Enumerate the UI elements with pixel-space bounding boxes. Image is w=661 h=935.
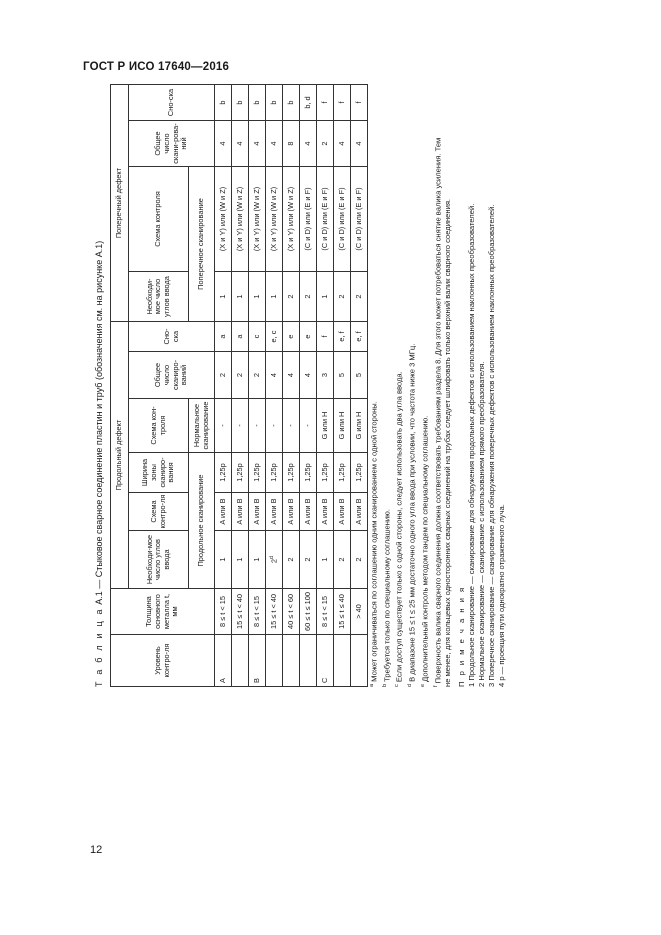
cell-probes-trans: 1 <box>232 272 249 322</box>
cell-footnote-trans: b <box>249 84 266 120</box>
table-row <box>249 84 266 686</box>
cell-scheme: A или B <box>334 493 351 531</box>
table-row <box>232 84 249 686</box>
cell-probes: 1 <box>317 531 334 589</box>
th-zone-width: Ширина зоны сканиро-вания <box>129 453 189 493</box>
rotated-table-area <box>94 85 530 687</box>
cell-scheme-trans: (C и D) или (E и F) <box>334 167 351 272</box>
cell-probes-trans: 1 <box>266 272 283 322</box>
cell-footnote: e <box>300 322 317 352</box>
cell-level: C <box>317 635 334 687</box>
cell-scheme-trans: (X и Y) или (W и Z) <box>232 167 249 272</box>
th-total-trans: Общее число скани-рова-ний <box>129 121 215 167</box>
cell-scheme: A или B <box>300 493 317 531</box>
note-4: 4 p — проекция пути однократно отраженного луча. <box>497 504 507 687</box>
data-table <box>110 84 368 687</box>
cell-footnote: e, f <box>351 322 368 352</box>
notes-title: П р и м е ч а н и я <box>456 585 466 687</box>
cell-probes: 2 <box>300 531 317 589</box>
table-row <box>283 84 300 686</box>
cell-total-trans: 8 <box>283 121 300 167</box>
cell-total: 4 <box>300 352 317 399</box>
cell-thickness: 8 ≤ t < 15 <box>215 589 232 635</box>
footnote-mark: e <box>419 683 426 687</box>
cell-thickness: 15 ≤ t < 40 <box>232 589 249 635</box>
cell-normal-scheme: G или H <box>351 399 368 453</box>
cell-probes-value: 2 <box>269 558 279 564</box>
cell-probes: 2 <box>351 531 368 589</box>
table-caption-text: — Стыковое сварное соединение пластин и труб (обозначения см. на рисунке А.1) <box>94 240 104 592</box>
cell-probes-footnote: d <box>269 555 275 559</box>
cell-scheme-trans: (C и D) или (E и F) <box>300 167 317 272</box>
cell-probes-trans: 1 <box>215 272 232 322</box>
footnote-mark: a <box>369 683 375 687</box>
cell-footnote-trans: b <box>232 84 249 120</box>
table-body <box>215 84 368 686</box>
footnote-mark: c <box>394 684 401 687</box>
th-long-defect: Продольный дефект <box>111 322 129 589</box>
footnote-text: Требуется только по специальному соглашению. <box>382 509 392 682</box>
th-trans-defect: Поперечный дефект <box>111 84 129 321</box>
th-trans-scanning: Поперечное сканирование <box>189 167 215 322</box>
cell-thickness: 60 ≤ t ≤ 100 <box>300 589 317 635</box>
cell-normal-scheme: - <box>300 399 317 453</box>
th-thickness: Толщина основного металла t, мм <box>111 589 215 635</box>
cell-thickness: 40 ≤ t < 60 <box>283 589 300 635</box>
table-caption <box>94 85 108 687</box>
cell-probes: 2 <box>334 531 351 589</box>
cell-total-trans: 4 <box>215 121 232 167</box>
table-row <box>351 84 368 686</box>
cell-zone-width: 1,25p <box>334 453 351 493</box>
cell-footnote: f <box>317 322 334 352</box>
cell-probes-trans: 1 <box>249 272 266 322</box>
cell-total-trans: 4 <box>266 121 283 167</box>
cell-total: 4 <box>283 352 300 399</box>
cell-footnote: e, c <box>266 322 283 352</box>
cell-total-trans: 4 <box>249 121 266 167</box>
notes-block <box>367 85 508 687</box>
cell-total-trans: 4 <box>351 121 368 167</box>
cell-level: B <box>249 635 266 687</box>
footnote-text: Дополнительный контроль методом тандем по специальному соглашению. <box>420 415 430 682</box>
cell-normal-scheme: - <box>283 399 300 453</box>
cell-normal-scheme: G или H <box>334 399 351 453</box>
footnotes <box>367 85 443 687</box>
cell-normal-scheme: - <box>215 399 232 453</box>
cell-probes-trans: 2 <box>300 272 317 322</box>
footnote-text: Поверхность валика сварного соединения должна соответствовать требованиям раздела 8. Для этого может потребоваться снятие валика усиления. Тем <box>433 137 443 684</box>
footnote-mark: f <box>432 685 439 687</box>
cell-level <box>300 635 317 687</box>
th-scheme-trans: Схема контроля <box>129 167 189 272</box>
table-row <box>266 84 283 686</box>
cell-probes: 1 <box>232 531 249 589</box>
cell-zone-width: 1,25p <box>215 453 232 493</box>
th-normal-scheme: Схема кон-троля <box>129 399 189 453</box>
cell-total: 2 <box>215 352 232 399</box>
footnote-text: Если доступ существует только с одной стороны, следует использовать два угла ввода. <box>395 371 404 683</box>
cell-probes-trans: 2 <box>351 272 368 322</box>
cell-zone-width: 1,25p <box>232 453 249 493</box>
cell-probes: 2 <box>283 531 300 589</box>
cell-level <box>232 635 249 687</box>
cell-zone-width: 1,25p <box>351 453 368 493</box>
footnote <box>418 85 431 687</box>
cell-total-trans: 4 <box>334 121 351 167</box>
cell-total-trans: 4 <box>232 121 249 167</box>
cell-footnote: a <box>232 322 249 352</box>
cell-level: A <box>215 635 232 687</box>
footnote <box>380 85 393 687</box>
table-row <box>215 84 232 686</box>
footnote <box>392 85 405 687</box>
cell-zone-width: 1,25p <box>317 453 334 493</box>
table-row <box>317 84 334 686</box>
cell-scheme: A или B <box>232 493 249 531</box>
footnote-mark: b <box>381 683 388 687</box>
footnote-mark: d <box>407 683 414 687</box>
cell-footnote: a <box>215 322 232 352</box>
th-long-scanning: Продольное сканирование <box>189 453 215 589</box>
cell-normal-scheme: - <box>249 399 266 453</box>
page-header: ГОСТ Р ИСО 17640—2016 <box>83 61 230 73</box>
cell-probes <box>266 531 283 589</box>
table-number: А.1 <box>94 591 104 605</box>
cell-total: 2 <box>249 352 266 399</box>
cell-scheme: A или B <box>317 493 334 531</box>
cell-zone-width: 1,25p <box>266 453 283 493</box>
cell-zone-width: 1,25p <box>300 453 317 493</box>
cell-footnote-trans: b, d <box>300 84 317 120</box>
cell-level <box>334 635 351 687</box>
cell-scheme: A или B <box>351 493 368 531</box>
cell-scheme: A или B <box>249 493 266 531</box>
cell-footnote-trans: f <box>317 84 334 120</box>
cell-probes: 1 <box>249 531 266 589</box>
cell-total: 5 <box>334 352 351 399</box>
cell-level <box>283 635 300 687</box>
note-3: 3 Поперечное сканирование — сканирование для обнаружения поперечных дефектов с использованием наклонных преобразователей. <box>487 204 497 687</box>
th-level: Уровень контро-ля <box>111 635 215 687</box>
footnote-continuation: не менее, для кольцевых односторонних сварных соединений на трубах следует шлифовать только верхний валик сварного соединения. <box>443 198 453 687</box>
cell-thickness: 8 ≤ t < 15 <box>317 589 334 635</box>
cell-probes: 1 <box>215 531 232 589</box>
cell-footnote: e <box>283 322 300 352</box>
cell-footnote-trans: f <box>334 84 351 120</box>
cell-footnote-trans: b <box>215 84 232 120</box>
footnote-text: В диапазоне 15 ≤ t ≤ 25 мм достаточно одного угла ввода при условии, что частота ниже 3 МГц. <box>407 343 417 682</box>
cell-thickness: 15 ≤ t ≤ 40 <box>334 589 351 635</box>
cell-normal-scheme: - <box>232 399 249 453</box>
cell-footnote: e, f <box>334 322 351 352</box>
cell-normal-scheme: - <box>266 399 283 453</box>
footnote-text: Может ограничиваться по соглашению одним сканированием с одной стороны. <box>369 401 379 682</box>
cell-zone-width: 1,25p <box>283 453 300 493</box>
th-normal-scanning: Нормальное сканирование <box>189 399 215 453</box>
cell-scheme-trans: (C и D) или (E и F) <box>351 167 368 272</box>
cell-scheme-trans: (C и D) или (E и F) <box>317 167 334 272</box>
note-2: 2 Нормальное сканирование — сканирование с использованием прямого преобразователя. <box>477 361 487 687</box>
cell-total: 4 <box>266 352 283 399</box>
cell-scheme: A или B <box>283 493 300 531</box>
cell-total: 3 <box>317 352 334 399</box>
th-note-long: Сно-ска <box>129 322 215 352</box>
cell-scheme-trans: (X и Y) или (W и Z) <box>283 167 300 272</box>
th-probes-long: Необходи-мое число углов ввода <box>129 531 189 589</box>
cell-level <box>266 635 283 687</box>
cell-total-trans: 4 <box>300 121 317 167</box>
cell-footnote-trans: f <box>351 84 368 120</box>
footnote <box>367 85 380 687</box>
footnote <box>431 85 444 687</box>
th-scheme-long: Схема контро-ля <box>129 493 189 531</box>
cell-thickness: 15 ≤ t < 40 <box>266 589 283 635</box>
cell-scheme: A или B <box>266 493 283 531</box>
page-number: 12 <box>90 844 103 856</box>
cell-thickness: 8 ≤ t < 15 <box>249 589 266 635</box>
table-row <box>300 84 317 686</box>
table-label: Т а б л и ц а <box>94 607 104 687</box>
note-1: 1 Продольное сканирование — сканирование для обнаружения продольных дефектов с использованием наклонных преобразователей. <box>466 203 476 687</box>
table-row <box>334 84 351 686</box>
cell-total-trans: 2 <box>317 121 334 167</box>
cell-footnote-trans: b <box>283 84 300 120</box>
cell-total: 5 <box>351 352 368 399</box>
th-probes-trans: Необходи-мое число углов ввода <box>129 272 189 322</box>
th-total-long: Общее число сканиро-ваний <box>129 352 215 399</box>
cell-scheme-trans: (X и Y) или (W и Z) <box>249 167 266 272</box>
cell-thickness: > 40 <box>351 589 368 635</box>
cell-probes-trans: 2 <box>334 272 351 322</box>
cell-scheme-trans: (X и Y) или (W и Z) <box>266 167 283 272</box>
cell-zone-width: 1,25p <box>249 453 266 493</box>
cell-normal-scheme: G или H <box>317 399 334 453</box>
cell-probes-trans: 2 <box>283 272 300 322</box>
th-note-trans: Сно-ска <box>129 84 215 120</box>
cell-probes-trans: 1 <box>317 272 334 322</box>
cell-footnote-trans: b <box>266 84 283 120</box>
cell-level <box>351 635 368 687</box>
footnote <box>405 85 418 687</box>
cell-scheme-trans: (X и Y) или (W и Z) <box>215 167 232 272</box>
cell-scheme: A или B <box>215 493 232 531</box>
cell-total: 2 <box>232 352 249 399</box>
cell-footnote: c <box>249 322 266 352</box>
